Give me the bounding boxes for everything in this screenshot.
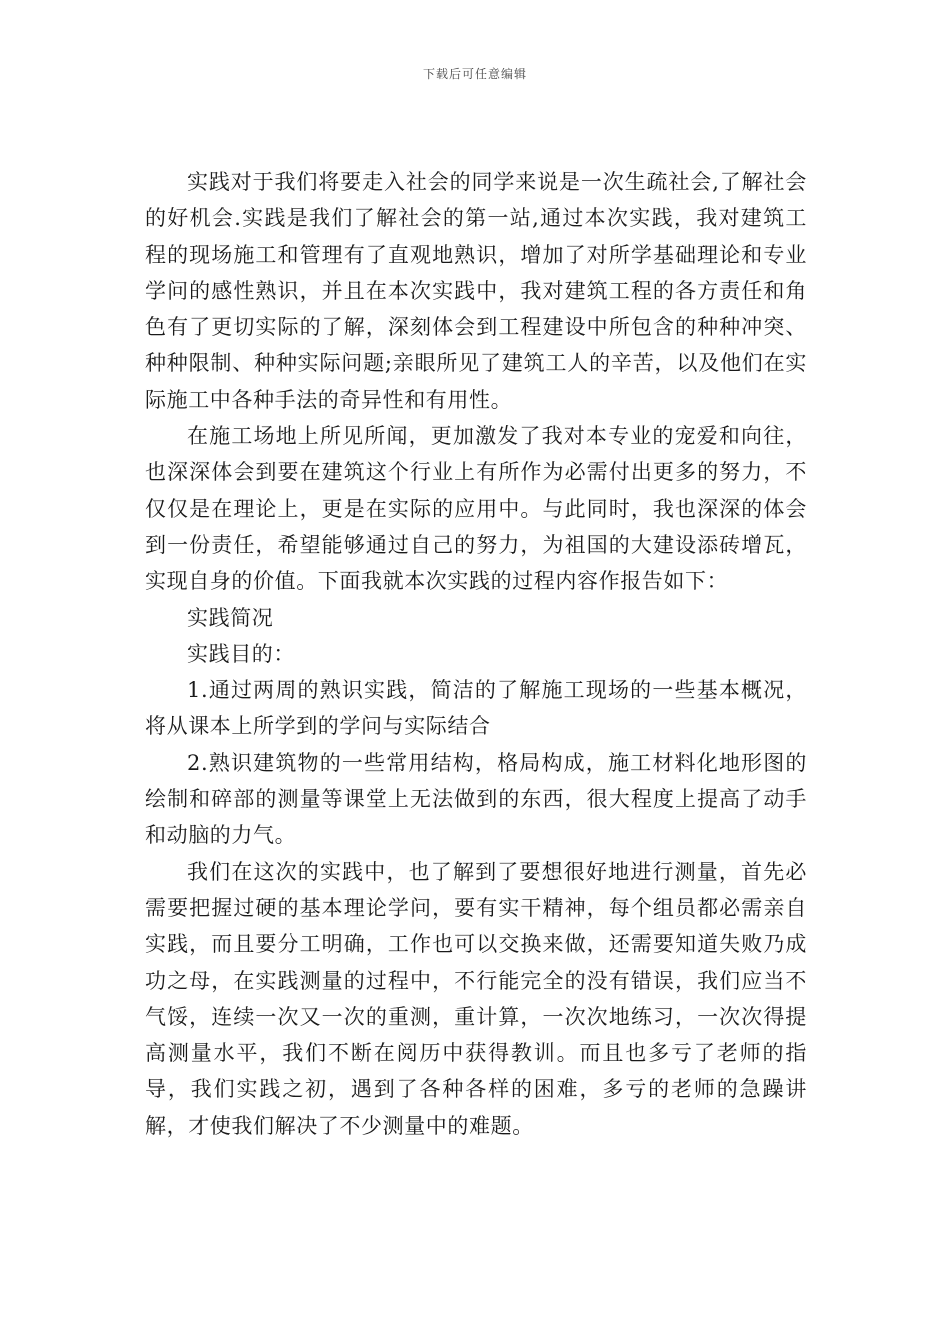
paragraph-intro: 实践对于我们将要走入社会的同学来说是一次生疏社会,了解社会的好机会.实践是我们了解社会的第一站,通过本次实践，我对建筑工程的现场施工和管理有了直观地熟识，增加了对所学基础理论和专业学问的感性熟识，并且在本次实践中，我对建筑工程的各方责任和角色有了更切实际的了解，深刻体会到工程建设中所包含的种种冲突、种种限制、种种实际问题;亲眼所见了建筑工人的辛苦，以及他们在实际施工中各种手法的奇异性和有用性。 [145,170,807,412]
section-heading-overview: 实践简况 [187,605,274,630]
paragraph-site-experience: 在施工场地上所见所闻，更加激发了我对本专业的宠爱和向往，也深深体会到要在建筑这个行业上有所作为必需付出更多的努力，不仅仅是在理论上，更是在实际的应用中。与此同时，我也深深的体会到一份责任，希望能够通过自己的努力，为祖国的大建设添砖增瓦，实现自身的价值。下面我就本次实践的过程内容作报告如下： [145,424,807,594]
page-header: 下载后可任意编辑 [422,67,527,81]
paragraph-measurement: 我们在这次的实践中，也了解到了要想很好地进行测量，首先必需要把握过硬的基本理论学问，要有实干精神，每个组员都必需亲自实践，而且要分工明确，工作也可以交换来做，还需要知道失败乃成功之母，在实践测量的过程中，不行能完全的没有错误，我们应当不气馁，连续一次又一次的重测，重计算，一次次地练习，一次次得提高测量水平，我们不断在阅历中获得教训。而且也多亏了老师的指导，我们实践之初，遇到了各种各样的困难，多亏的老师的急躁讲解，才使我们解决了不少测量中的难题。 [145,859,807,1138]
document-body [145,164,807,1144]
list-item-purpose-2: 2.熟识建筑物的一些常用结构，格局构成，施工材料化地形图的绘制和碎部的测量等课堂上无法做到的东西，很大程度上提高了动手和动脑的力气。 [145,750,807,848]
section-heading-purpose: 实践目的： [187,641,295,666]
list-item-purpose-1: 1.通过两周的熟识实践，简洁的了解施工现场的一些基本概况，将从课本上所学到的学问与实际结合 [145,678,807,739]
